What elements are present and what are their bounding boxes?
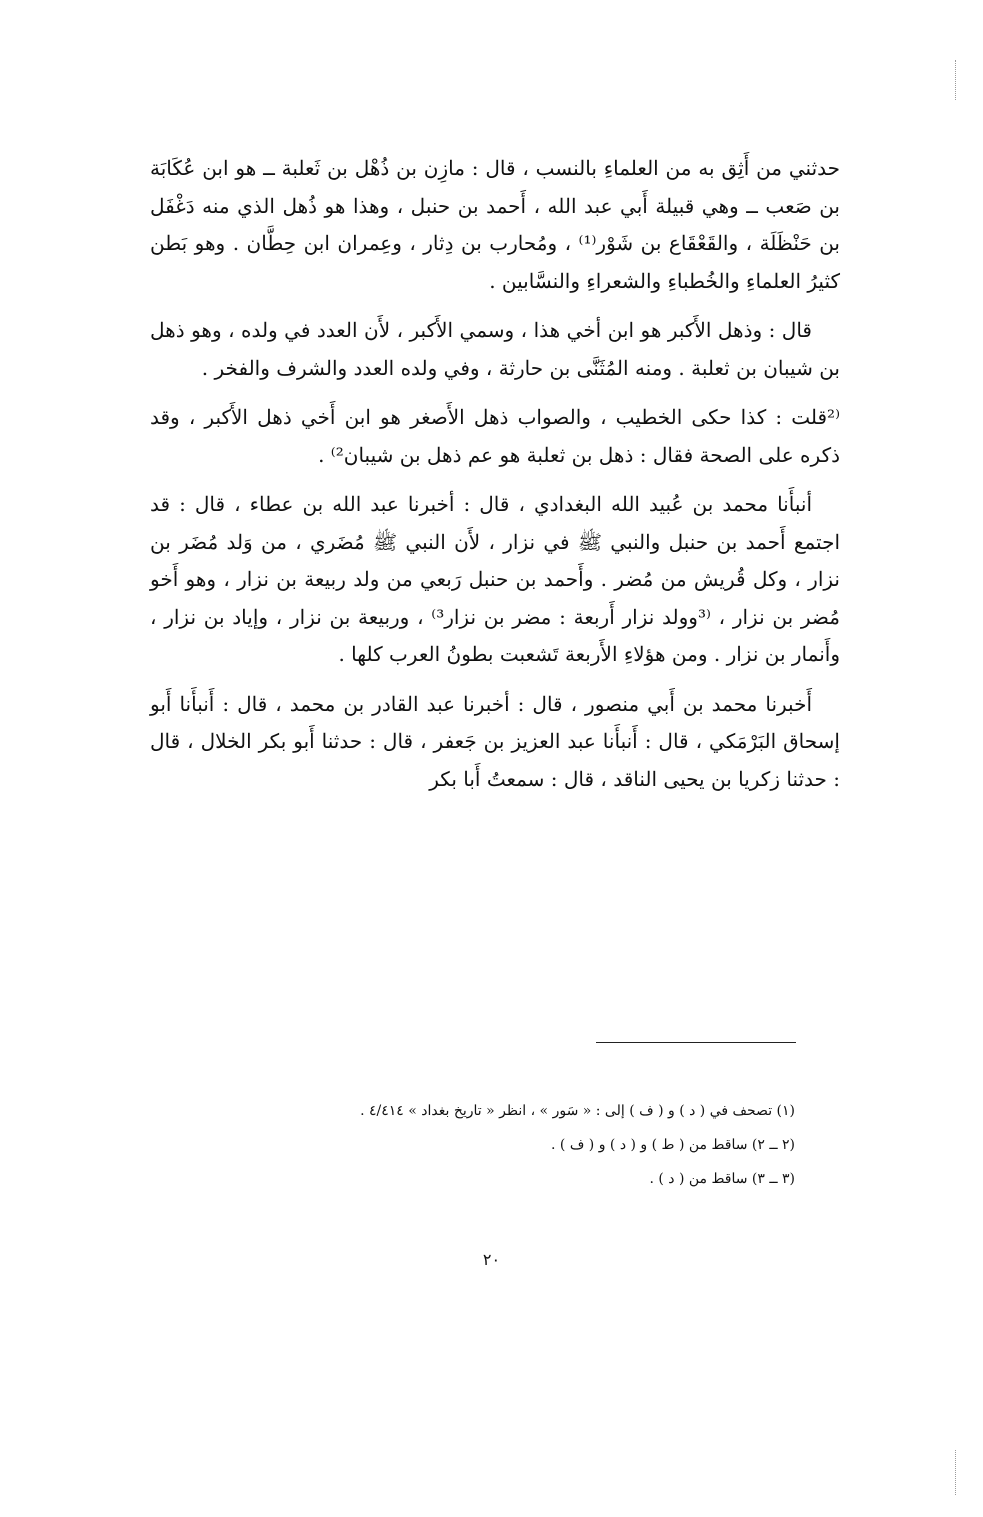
paragraph: ⁽²قلت : كذا حكى الخطيب ، والصواب ذهل الأَصغر هو ابن أَخي ذهل الأَكبر ، وقد ذكره على الصحة فقال : ذهل بن ثعلبة هو عم ذهل بن شيبان²⁾ . (150, 405, 840, 467)
paragraph: أنبأَنا محمد بن عُبيد الله البغدادي ، قال : أخبرنا عبد الله بن عطاء ، قال : قد اجتمع أَحمد بن حنبل والنبي ﷺ في نزار ، لأَن النبي ﷺ مُضَري ، من وَلد مُضَر بن نزار ، وكل قُريش من مُضر . وأَحمد بن حنبل رَبعي من ولد ربيعة بن نزار ، وهو أَخو مُضر بن نزار ، ⁽³وولد نزار أَربعة : مضر بن نزار³⁾ ، وربيعة بن نزار ، وإياد بن نزار ، وأَنمار بن نزار . ومن هؤلاءِ الأَربعة تَشعبت بطونُ العرب كلها . (150, 492, 840, 666)
footnote: (٣ ــ ٣) ساقط من ( د ) . (649, 1171, 795, 1187)
scan-margin-mark (955, 60, 956, 100)
paragraph: قال : وذهل الأَكبر هو ابن أخي هذا ، وسمي الأَكبر ، لأَن العدد في ولده ، وهو ذهل بن شيبان بن ثعلبة . ومنه المُثَنَّى بن حارثة ، وفي ولده العدد والشرف والفخر . (150, 318, 840, 380)
scan-margin-mark (955, 1450, 956, 1495)
paragraph: حدثني من أَثِق به من العلماءِ بالنسب ، قال : مازِن بن ذُهْل بن ثَعلبة ــ هو ابن عُكَابَة بن صَعب ــ وهي قبيلة أَبي عبد الله ، أَحمد بن حنبل ، وهذا هو ذُهل الذي منه دَغْفَل بن حَنْظَلَة ، والقَعْقَاع بن شَوْر⁽¹⁾ ، ومُحارب بن دِثار ، وعِمران ابن حِطَّان . وهو بَطن كثيرُ العلماءِ والخُطباءِ والشعراءِ والنسَّابين . (150, 156, 840, 293)
footnote: (٢ ــ ٢) ساقط من ( ط ) و ( د ) و ( ف ) . (551, 1137, 795, 1153)
page-number: ٢٠ (482, 1250, 501, 1269)
paragraph: أَخبرنا محمد بن أَبي منصور ، قال : أخبرنا عبد القادر بن محمد ، قال : أَنبأَنا أَبو إسحاق البَرْمَكي ، قال : أَنبأَنا عبد العزيز بن جَعفر ، قال : حدثنا أَبو بكر الخلال ، قال : حدثنا زكريا بن يحيى الناقد ، قال : سمعتُ أَبا بكر (150, 691, 840, 791)
footnote: (١) تصحف في ( د ) و ( ف ) إلى : « سَور » ، انظر « تاريخ بغداد » ٤/٤١٤ . (360, 1103, 795, 1119)
footnote-separator (596, 1042, 796, 1043)
main-text (150, 150, 840, 798)
footnotes (200, 1094, 795, 1196)
